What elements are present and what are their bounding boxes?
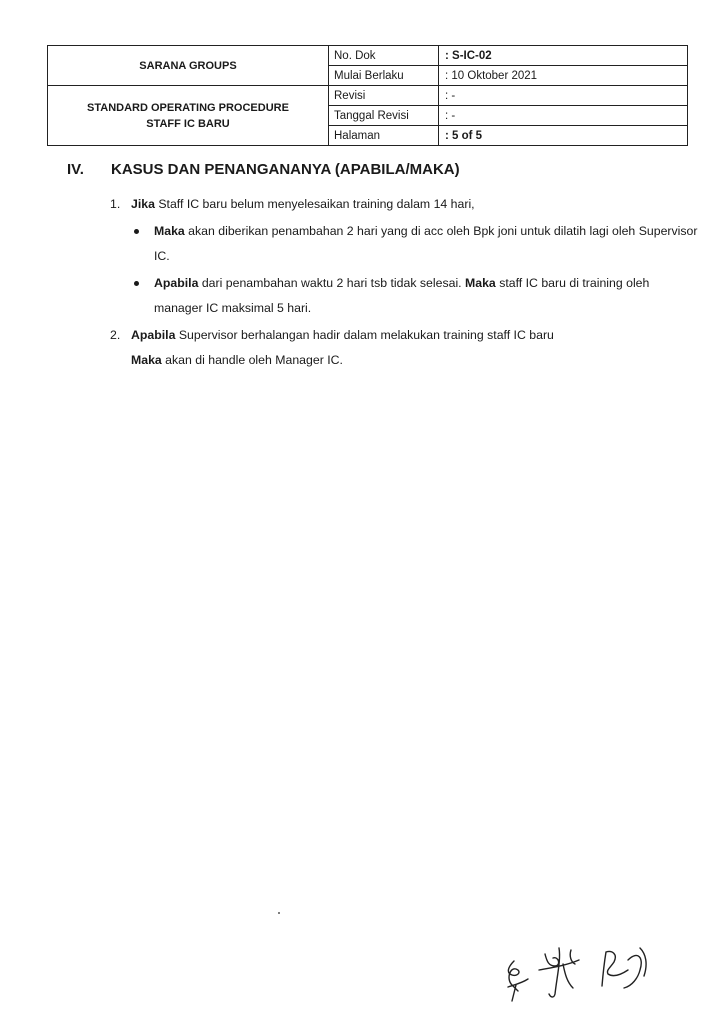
doc-number-value: : S-IC-02 [439,46,688,66]
item-2-condition: Supervisor berhalangan hadir dalam melakukan training staff IC baru [175,328,554,342]
sop-title-line-1: STANDARD OPERATING PROCEDURE [87,101,289,114]
revision-date-value: : - [439,106,688,126]
item-2-result: akan di handle oleh Manager IC. [161,353,343,367]
keyword-jika: Jika [131,197,155,211]
signature-2 [535,946,585,1002]
scan-speck [278,912,280,914]
item-1-bullets [131,219,700,321]
list-number-1: 1. [110,197,121,211]
company-name: SARANA GROUPS [48,46,329,86]
list-item-2 [110,323,700,373]
bullet-icon [134,281,139,286]
effective-date-value: : 10 Oktober 2021 [439,66,688,86]
sop-title [48,86,329,146]
revision-label: Revisi [329,86,439,106]
list-item-2-followup [110,348,700,373]
keyword-maka: Maka [131,353,162,367]
list-number-2: 2. [110,328,121,342]
bullet-2-text-a: dari penambahan waktu 2 hari tsb tidak selesai. [198,276,466,290]
section-number: IV. [67,161,84,178]
keyword-apabila: Apabila [131,328,176,342]
section-title: KASUS DAN PENANGANANYA (APABILA/MAKA) [111,161,460,178]
section-heading [67,161,460,178]
item-1-condition: Staff IC baru belum menyelesaikan training dalam 14 hari, [154,197,475,211]
sop-title-line-2: STAFF IC BARU [146,117,230,130]
bullet-icon [134,229,139,234]
page-label: Halaman [329,126,439,146]
revision-date-label: Tanggal Revisi [329,106,439,126]
signature-1 [500,955,534,1005]
keyword-maka: Maka [465,276,496,290]
bullet-1-text: akan diberikan penambahan 2 hari yang di acc oleh Bpk joni untuk dilatih lagi oleh Supervisor IC. [154,224,698,263]
list-item-2-text [131,323,700,348]
sop-header-table [47,45,688,146]
section-body [110,192,700,373]
doc-number-label: No. Dok [329,46,439,66]
list-item-1-text [131,192,700,217]
bullet-item-2 [131,271,700,321]
revision-value: : - [439,86,688,106]
list-item-1 [110,192,700,321]
bullet-2-text-b: staff IC baru di training oleh manager IC maksimal 5 hari. [154,276,650,315]
page-value: : 5 of 5 [439,126,688,146]
keyword-maka: Maka [154,224,185,238]
bullet-item-1 [131,219,700,269]
effective-date-label: Mulai Berlaku [329,66,439,86]
keyword-apabila: Apabila [154,276,199,290]
signature-3 [594,940,664,996]
